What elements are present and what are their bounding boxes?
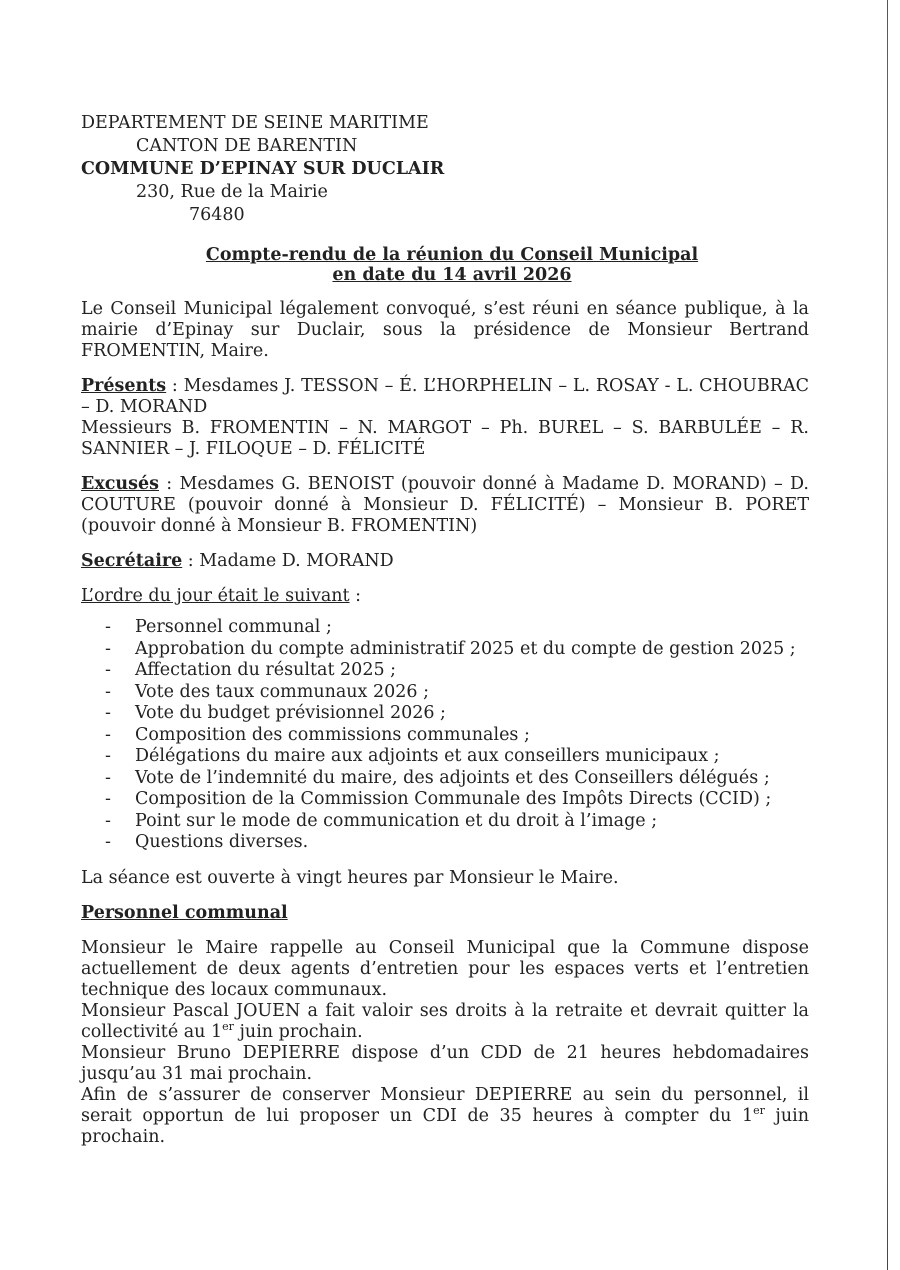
agenda-item: - Vote de l’indemnité du maire, des adjoints et des Conseillers délégués ;: [81, 768, 809, 790]
letterhead: [81, 112, 809, 227]
personnel-paragraph-4: [81, 1085, 809, 1148]
intro-paragraph: Le Conseil Municipal légalement convoqué, s’est réuni en séance publique, à la mairie d’Epinay sur Duclair, sous la présidence de Monsieur Bertrand FROMENTIN, Maire.: [81, 299, 809, 361]
document-title: [81, 245, 809, 285]
agenda-item: - Composition des commissions communales ;: [81, 725, 809, 747]
p2-superscript: er: [222, 1019, 234, 1033]
agenda-intro: [81, 586, 809, 607]
excuses-block: [81, 474, 809, 537]
p4-superscript: er: [753, 1103, 765, 1117]
agenda-item: - Point sur le mode de communication et du droit à l’image ;: [81, 811, 809, 833]
page-edge-line: [887, 0, 888, 1270]
presents-label: Présents: [81, 376, 167, 396]
secretaire-text: : Madame D. MORAND: [182, 551, 394, 571]
canton-name: CANTON DE BARENTIN: [136, 136, 358, 156]
address: 230, Rue de la Mairie: [136, 182, 328, 202]
agenda-intro-suffix: :: [349, 586, 362, 606]
personnel-paragraph-2: [81, 1001, 809, 1043]
agenda-item: - Affectation du résultat 2025 ;: [81, 660, 809, 682]
excuses-label: Excusés: [81, 474, 159, 494]
p4-text-a: Afin de s’assurer de conserver Monsieur DEPIERRE au sein du personnel, il serait opportun de lui proposer un CDI de 35 heures à compter du 1: [81, 1084, 809, 1126]
p2-text-a: Monsieur Pascal JOUEN a fait valoir ses droits à la retraite et devrait quitter la collectivité au 1: [81, 1000, 809, 1042]
commune-name: COMMUNE D’EPINAY SUR DUCLAIR: [81, 159, 445, 179]
opening-paragraph: La séance est ouverte à vingt heures par Monsieur le Maire.: [81, 867, 619, 888]
presents-block: [81, 376, 809, 460]
agenda-item: - Vote des taux communaux 2026 ;: [81, 682, 809, 704]
presents-messieurs: Messieurs B. FROMENTIN – N. MARGOT – Ph. BUREL – S. BARBULÉE – R. SANNIER – J. FILOQUE – D. FÉLICITÉ: [81, 418, 809, 459]
agenda-item: - Délégations du maire aux adjoints et aux conseillers municipaux ;: [81, 746, 809, 768]
document-page: [81, 112, 809, 1148]
secretaire-block: [81, 551, 809, 572]
postal-code: 76480: [189, 205, 245, 225]
agenda-item: - Approbation du compte administratif 2025 et du compte de gestion 2025 ;: [81, 639, 809, 661]
secretaire-label: Secrétaire: [81, 551, 183, 571]
agenda-item: - Questions diverses.: [81, 832, 809, 854]
section-title-personnel: Personnel communal: [81, 902, 288, 923]
agenda-item: - Composition de la Commission Communale des Impôts Directs (CCID) ;: [81, 789, 809, 811]
agenda-item: - Personnel communal ;: [81, 617, 809, 639]
p4-text-b: juin prochain.: [81, 1105, 809, 1147]
title-line-2: en date du 14 avril 2026: [332, 265, 572, 285]
personnel-paragraph-3: Monsieur Bruno DEPIERRE dispose d’un CDD de 21 heures hebdomadaires jusqu’au 31 mai prochain.: [81, 1042, 809, 1084]
excuses-text: : Mesdames G. BENOIST (pouvoir donné à Madame D. MORAND) – D. COUTURE (pouvoir donné à Monsieur D. FÉLICITÉ) – Monsieur B. PORET (pouvoir donné à Monsieur B. FROMENTIN): [81, 474, 809, 536]
agenda-item: - Vote du budget prévisionnel 2026 ;: [81, 703, 809, 725]
section-personnel-body: [81, 938, 809, 1148]
presents-mesdames: : Mesdames J. TESSON – É. L’HORPHELIN – L. ROSAY - L. CHOUBRAC – D. MORAND: [81, 376, 809, 417]
department-name: DEPARTEMENT DE SEINE MARITIME: [81, 113, 429, 133]
title-line-1: Compte-rendu de la réunion du Conseil Municipal: [205, 245, 699, 265]
agenda-intro-text: L’ordre du jour était le suivant: [81, 586, 350, 606]
p2-text-b: juin prochain.: [233, 1021, 363, 1042]
agenda-list: [81, 617, 809, 854]
personnel-paragraph-1: Monsieur le Maire rappelle au Conseil Municipal que la Commune dispose actuellement de deux agents d’entretien pour les espaces verts et l’entretien technique des locaux communaux.: [81, 937, 809, 1000]
